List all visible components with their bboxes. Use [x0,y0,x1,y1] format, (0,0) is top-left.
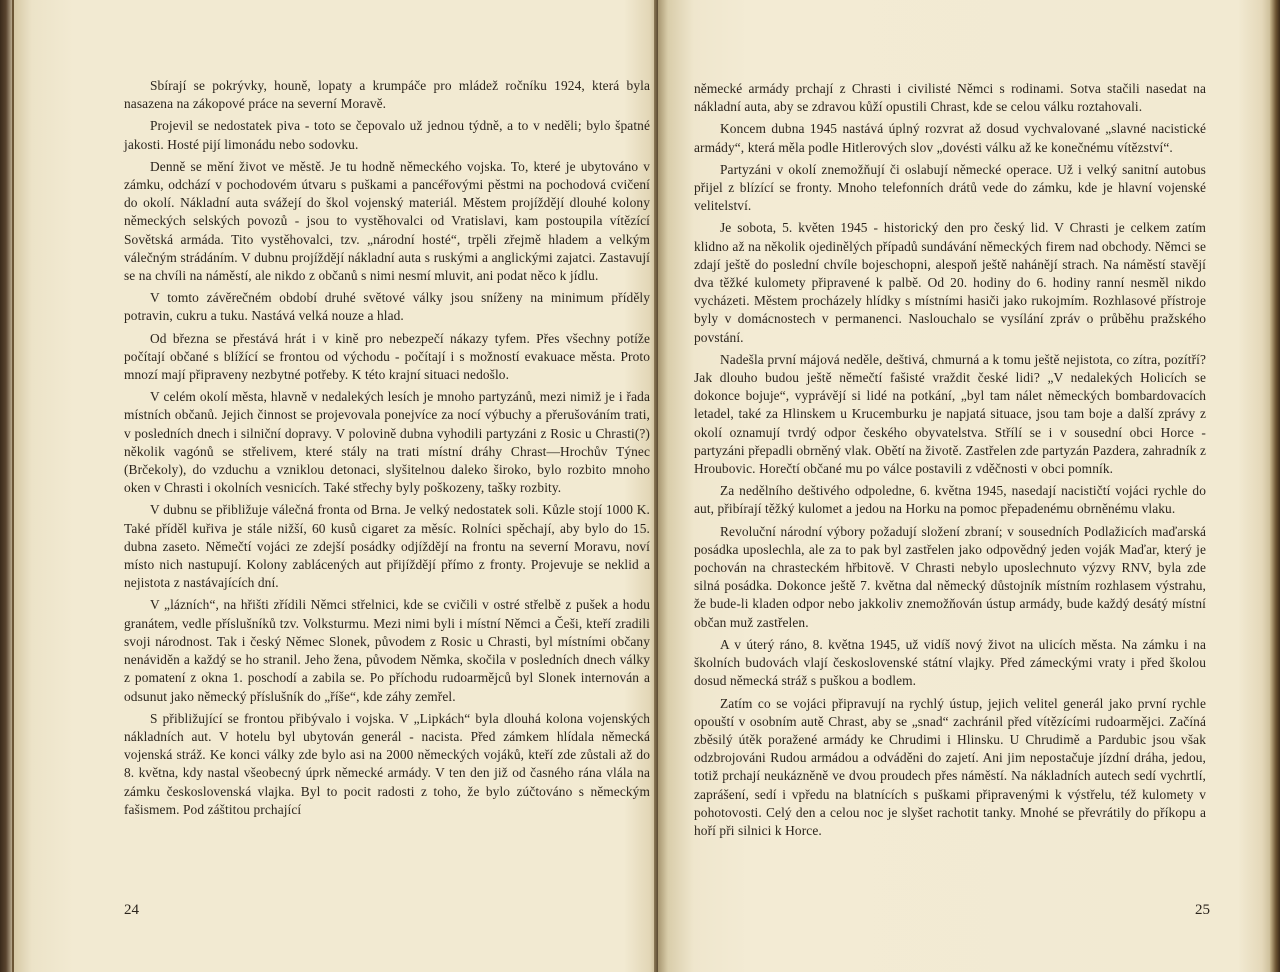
paragraph: V dubnu se přibližuje válečná fronta od Brna. Je velký nedostatek soli. Kůzle stojí 1000 K. Také příděl kuřiva je stále nižší, 60 kusů cigaret za měsíc. Rolníci spěchají, aby bylo do 15. dubna zaseto. Němečtí vojáci ze zdejší posádky odjíždějí na frontu na severní Moravu, noví místo nich nastupují. Kolony zablácených aut přijíždějí přímo z fronty. Projevuje se neklid a nejistota z nastávajících dní. [124,502,650,591]
paragraph: Projevil se nedostatek piva - toto se čepovalo už jednou týdně, a to v neděli; bylo špatné jakosti. Hosté pijí limonádu nebo sodovku. [124,118,650,152]
paragraph: Od března se přestává hrát i v kině pro nebezpečí nákazy tyfem. Přes všechny potíže počítají občané s blížící se frontou od východu - počítají i s možností evakuace města. Proto mnozí mají připraveny nezbytné potřeby. K této krajní situaci nedošlo. [124,330,650,383]
left-page [12,0,658,972]
page-edge [1270,0,1280,972]
page-number: 25 [1195,902,1210,918]
left-page-text [124,77,650,823]
paragraph: V „lázních“, na hřišti zřídili Němci střelnici, kde se cvičili v ostré střelbě z pušek a hodu granátem, vedle příslušníků tzv. Volksturmu. Mezi nimi byli i místní Němci a Češi, kteří zradili svoji národnost. Tak i český Němec Slonek, původem z Rosic u Chrasti, byl místními občany nenáviděn a každý se ho stranil. Jeho žena, původem Němka, skočila v posledních dnech války z pomatení z okna 1. poschodí a zabila se. Po příchodu rudoarmějců byl Slonek internován a odsunut jako německý příslušník do „říše“, kde záhy zemřel. [124,597,650,704]
paragraph: Revoluční národní výbory požadují složení zbraní; v sousedních Podlažicích maďarská posádka uposlechla, ale za to pak byl zastřelen jako odpovědný jeden voják Maďar, který je pochován na chrasteckém hřbitově. V Chrasti nebylo uposlechnuto výzvy RNV, byla zde silná posádka. Dokonce ještě 7. května dal německý důstojník místním rozhlasem výstrahu, že bude-li kladen odpor nebo jakkoliv znemožňován ústup armády, bude každý desátý místní občan muž zastřelen. [694,523,1206,630]
page-number: 24 [124,902,139,918]
paragraph: V tomto závěrečném období druhé světové války jsou sníženy na minimum příděly potravin, cukru a tuku. Nastává velká nouze a hlad. [124,290,650,324]
paragraph: A v úterý ráno, 8. května 1945, už vidíš nový život na ulicích města. Na zámku i na školních budovách vlají československé státní vlajky. Před zámeckými vraty i před školou dosud německá stráž s puškou a bodlem. [694,636,1206,689]
paragraph: německé armády prchají z Chrasti i civilisté Němci s rodinami. Sotva stačili nasedat na nákladní auta, aby se zdravou kůží opustili Chrast, kde se celou válku roztahovali. [694,81,1206,115]
paragraph: Sbírají se pokrývky, houně, lopaty a krumpáče pro mládež ročníku 1924, která byla nasazena na zákopové práce na severní Moravě. [124,78,650,112]
paragraph: S přibližující se frontou přibývalo i vojska. V „Lipkách“ byla dlouhá kolona vojenských nákladních aut. V hotelu byl ubytován generál - nacista. Před zámkem hlídala německá vojenská stráž. Ke konci války zde bylo asi na 2000 německých vojáků, kteří zde zůstali až do 8. května, kdy nastal všeobecný úprk německé armády. V ten den již od časného rána vlála na zámku československá vlajka. Byl to pocit radosti z toho, že bylo zúčtováno s německým fašismem. Pod záštitou prchající [124,710,650,817]
paragraph: Je sobota, 5. květen 1945 - historický den pro český lid. V Chrasti je celkem zatím klidno až na několik ojedinělých případů sundávání německých firem nad obchody. Němci se zdají ještě do poslední chvíle bojeschopni, alespoň ještě nahánějí strach. Na náměstí stavějí dva těžké kulomety připravené k palbě. Od 20. hodiny do 6. hodiny ranní nesměl nikdo vycházeti. Městem procházely hlídky s místními hasiči jako rukojmím. Rozhlasové přístroje byly v domácnostech v permanenci. Naslouchalo se vysílání zpráv o průběhu pražského povstání. [694,220,1206,345]
paragraph: Partyzáni v okolí znemožňují či oslabují německé operace. Už i velký sanitní autobus přijel z blízící se fronty. Mnoho telefonních drátů vede do zámku, kde je hlavní vojenské velitelství. [694,161,1206,214]
paragraph: V celém okolí města, hlavně v nedalekých lesích je mnoho partyzánů, mezi nimiž je i řada místních občanů. Jejich činnost se projevovala ponejvíce za nocí výbuchy a přerušováním trati, v posledních dnech i silniční dopravy. V polovině dubna vyhodili partyzáni z Rosic u Chrasti(?) několik vagónů se střelivem, které stály na trati místní dráhy Chrast—Hrochův Týnec (Brčekoly), do vzduchu a vzniklou detonaci, slyšitelnou daleko široko, bylo rozbito mnoho oken v Chrasti i okolních vesnicích. Také střechy byly poškozeny, tašky rozbity. [124,389,650,496]
paragraph: Zatím co se vojáci připravují na rychlý ústup, jejich velitel generál jako první rychle opouští v osobním autě Chrast, aby se „snad“ zachránil před vítězícími rudoarmějci. Začíná zběsilý útěk poražené armády ke Chrudimi i Hlinsku. U Chrudimě a Pardubic jsou však odzbrojováni Rudou armádou a odváděni do zajetí. Ani jim nepostačuje jízdní dráha, jedou, totiž prchají neukázněně ve dvou proudech přes náměstí. Na nákladních autech sedí vychrtlí, zaprášení, sedí i vpředu na blatnících s puškami připravenými k výstřelu, též kulomety v pohotovosti. Celý den a celou noc je slyšet rachotit tanky. Mnohé se převrátily do příkopu a hoří při silnici k Horce. [694,695,1206,838]
paragraph: Koncem dubna 1945 nastává úplný rozvrat až dosud vychvalované „slavné nacistické armády“, která měla podle Hitlerových slov „dovésti válku až ke konečnému vítězství“. [694,121,1206,155]
right-page [658,0,1270,972]
paragraph: Denně se mění život ve městě. Je tu hodně německého vojska. To, které je ubytováno v zámku, odchází v pochodovém útvaru s puškami a pancéřovými pěstmi na pochodová cvičení do okolí. Nákladní auta svážejí do škol vojenský materiál. Městem projíždějí dlouhé kolony německých selských povozů - jsou to vystěhovalci od Vratislavi, kam postoupila vítězící Sovětská armáda. Tito vystěhovalci, tzv. „národní hosté“, trpěli zřejmě hladem a velkým válečným strádáním. V dubnu projíždějí nákladní auta s ruskými a anglickými zajatci. Zastavují se na chvíli na náměstí, ale nikdo z občanů s nimi nesmí mluvit, ani podat něco k jídlu. [124,158,650,284]
paragraph: Za nedělního deštivého odpoledne, 6. května 1945, nasedají nacističtí vojáci rychle do aut, přibírají těžký kulomet a jedou na Horku na pomoc přepadenému obrněnému vlaku. [694,483,1206,517]
right-page-text [694,80,1206,844]
paragraph: Nadešla první májová neděle, deštivá, chmurná a k tomu ještě nejistota, co zítra, pozítří? Jak dlouho budou ještě němečtí fašisté vraždit české lidi? „V nedalekých Holicích se dokonce bojuje“, vyprávějí si lidé na potkání, „byl tam nálet německých bombardovacích letadel, také za Hlinskem u Krucemburku je napjatá situace, jsou tam boje a další zprávy z okolí oznamují tvrdý odpor českého obyvatelstva. Střílí se i v sousední obci Horce - partyzáni přepadli obrněný vlak. Obětí na životě. Zastřelen zde partyzán Pazdera, zahradník z Hroubovic. Horečtí občané mu po válce postavili z vděčnosti v obci pomník. [694,351,1206,477]
